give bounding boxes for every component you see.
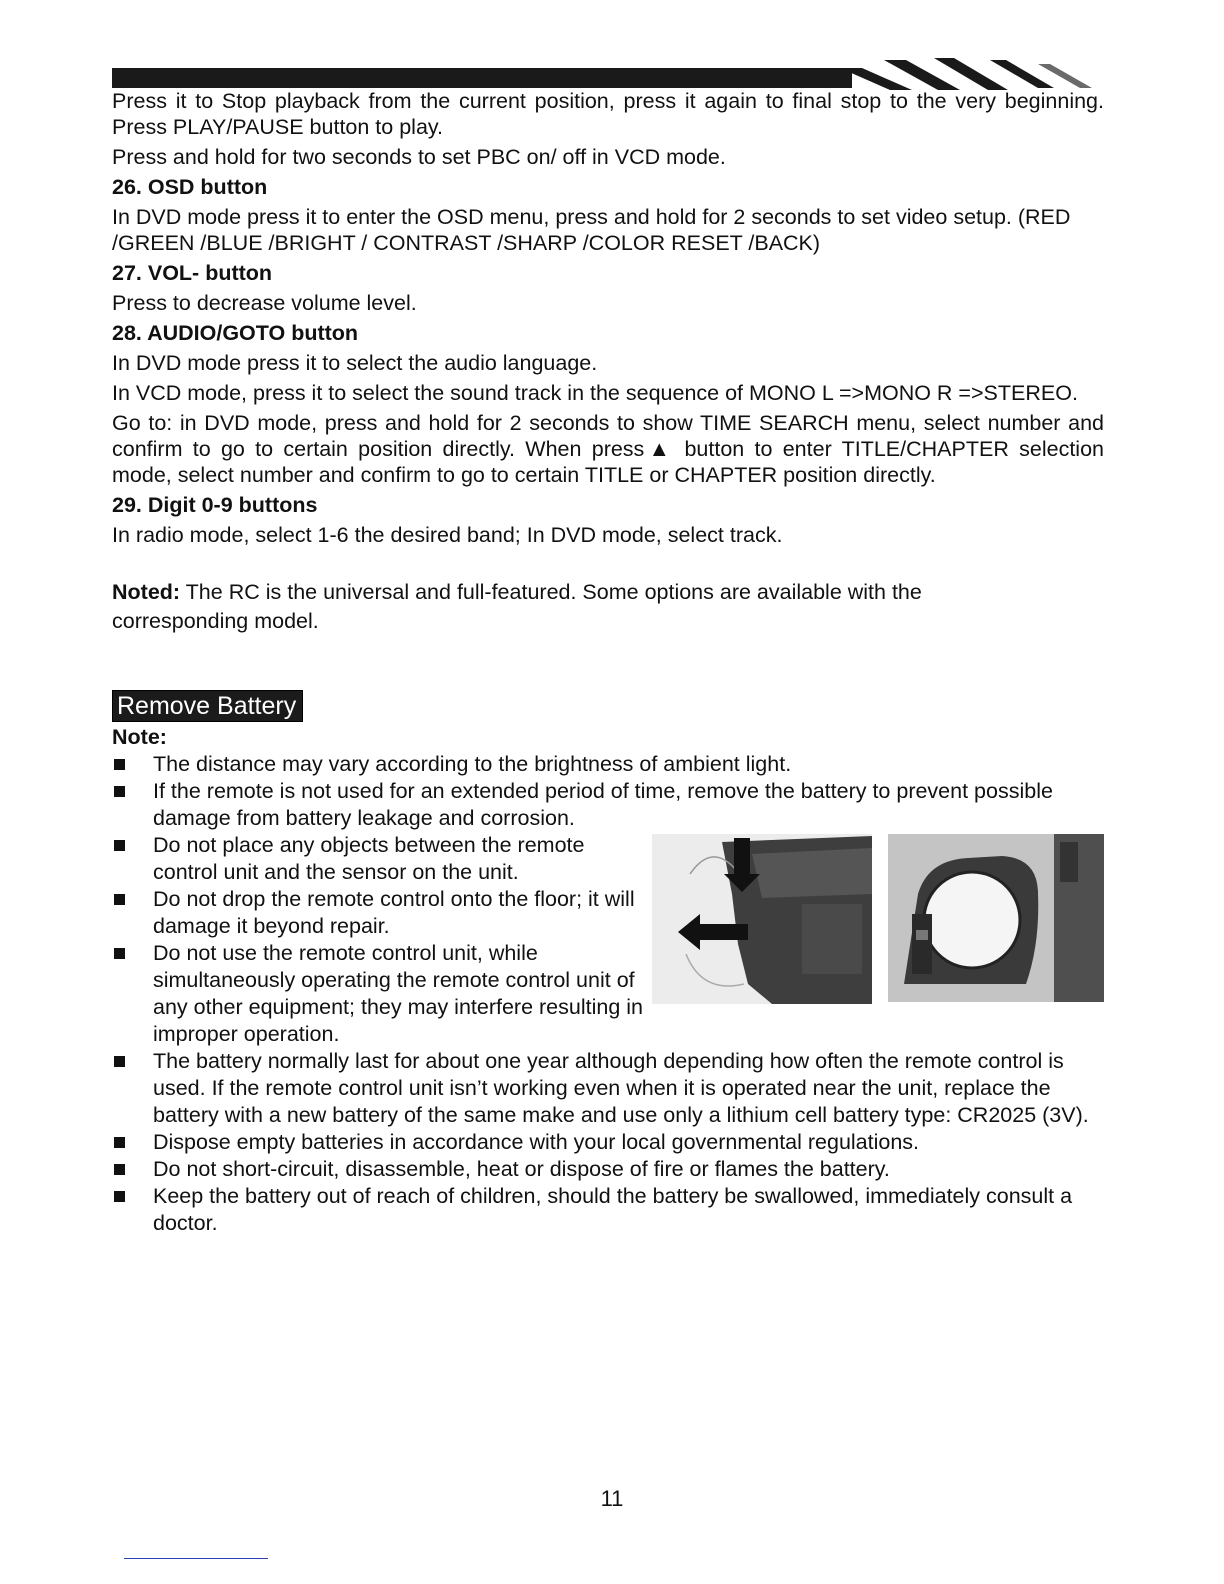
section-heading: 28. AUDIO/GOTO button xyxy=(112,321,359,345)
bullet-text: Do not place any objects between the remote control unit and the sensor on the unit. xyxy=(153,833,585,884)
intro-line-2: Press and hold for two seconds to set PBC on/ off in VCD mode. xyxy=(112,145,726,169)
list-item xyxy=(112,832,643,886)
remove-battery-title: Remove Battery xyxy=(112,690,303,722)
section-heading: 29. Digit 0-9 buttons xyxy=(112,493,318,517)
manual-content xyxy=(112,88,1104,1237)
noted-text: The RC is the universal and full-featured. Some options are available with the xyxy=(185,580,922,604)
battery-removal-photos xyxy=(652,834,1104,1004)
section-digits xyxy=(112,492,1104,548)
list-item xyxy=(112,751,1104,778)
list-item xyxy=(112,886,643,940)
list-item xyxy=(112,940,643,1048)
list-item xyxy=(112,1183,1104,1237)
section-text: In VCD mode, press it to select the sound track in the sequence of MONO L =>MONO R =>STEREO. xyxy=(112,381,1078,405)
list-item xyxy=(112,778,1104,832)
battery-holder-illustration xyxy=(888,834,1104,1002)
bullet-square-icon xyxy=(114,948,125,959)
section-osd xyxy=(112,174,1104,256)
intro-line-1: Press it to Stop playback from the current position, press it again to final stop to the very beginning. Press PLAY/PAUSE button to play. xyxy=(112,89,1104,139)
section-heading: 27. VOL- button xyxy=(112,261,273,285)
bullet-text: The distance may vary according to the brightness of ambient light. xyxy=(153,752,792,776)
header-bar xyxy=(112,68,852,88)
bullet-square-icon xyxy=(114,840,125,851)
section-vol xyxy=(112,260,1104,316)
header-stripes-decoration xyxy=(840,56,1100,92)
noted-label: Noted: xyxy=(112,580,181,604)
list-item xyxy=(112,1048,1104,1129)
bullet-text: Dispose empty batteries in accordance with your local governmental regulations. xyxy=(153,1130,920,1154)
list-item xyxy=(112,1156,1104,1183)
bullet-text: Do not drop the remote control onto the floor; it will damage it beyond repair. xyxy=(153,887,635,938)
section-audio-goto xyxy=(112,320,1104,488)
battery-note-label: Note: xyxy=(112,725,167,749)
bullet-square-icon xyxy=(114,759,125,770)
bullet-square-icon xyxy=(114,1137,125,1148)
bullet-text: The battery normally last for about one year although depending how often the remote control is used. If the remote control unit isn’t working even when it is operated near the unit, replace the battery with a new battery of the same make and use only a lithium cell battery type: CR2025 (3V). xyxy=(153,1049,1089,1127)
bullet-text: Do not short-circuit, disassemble, heat or dispose of fire or flames the battery. xyxy=(153,1157,890,1181)
noted-block xyxy=(112,578,1104,636)
bullet-square-icon xyxy=(114,894,125,905)
bullet-square-icon xyxy=(114,1191,125,1202)
page-number: 11 xyxy=(600,1486,624,1511)
remote-slide-illustration xyxy=(652,834,872,1004)
bullet-square-icon xyxy=(114,1164,125,1175)
bullet-square-icon xyxy=(114,786,125,797)
section-text: In DVD mode press it to select the audio language. xyxy=(112,351,598,375)
battery-tray-photo xyxy=(652,834,872,1004)
footer-rule xyxy=(124,1558,268,1559)
bullet-text: If the remote is not used for an extended period of time, remove the battery to prevent possible damage from battery leakage and corrosion. xyxy=(153,779,1053,830)
section-text: In DVD mode press it to enter the OSD menu, press and hold for 2 seconds to set video setup. (RED /GREEN /BLUE /BRIGHT / CONTRAST /SHARP /COLOR RESET /BACK) xyxy=(112,205,1071,255)
noted-line-1 xyxy=(112,578,1104,607)
section-text: Press to decrease volume level. xyxy=(112,291,417,315)
section-text: Go to: in DVD mode, press and hold for 2 seconds to show TIME SEARCH menu, select number and confirm to go to certain position directly. When press▲ button to enter TITLE/CHAPTER selection mode, select number and confirm to go to certain TITLE or CHAPTER position directly. xyxy=(112,411,1104,487)
bullet-text: Do not use the remote control unit, while simultaneously operating the remote control unit of any other equipment; they may interfere resulting in improper operation. xyxy=(153,941,643,1046)
section-text: In radio mode, select 1-6 the desired band; In DVD mode, select track. xyxy=(112,523,783,547)
list-item xyxy=(112,1129,1104,1156)
section-heading: 26. OSD button xyxy=(112,175,268,199)
bullet-square-icon xyxy=(114,1056,125,1067)
bullet-text: Keep the battery out of reach of children, should the battery be swallowed, immediately consult a doctor. xyxy=(153,1184,1073,1235)
noted-line-2: corresponding model. xyxy=(112,609,319,633)
battery-holder-photo xyxy=(888,834,1104,1002)
